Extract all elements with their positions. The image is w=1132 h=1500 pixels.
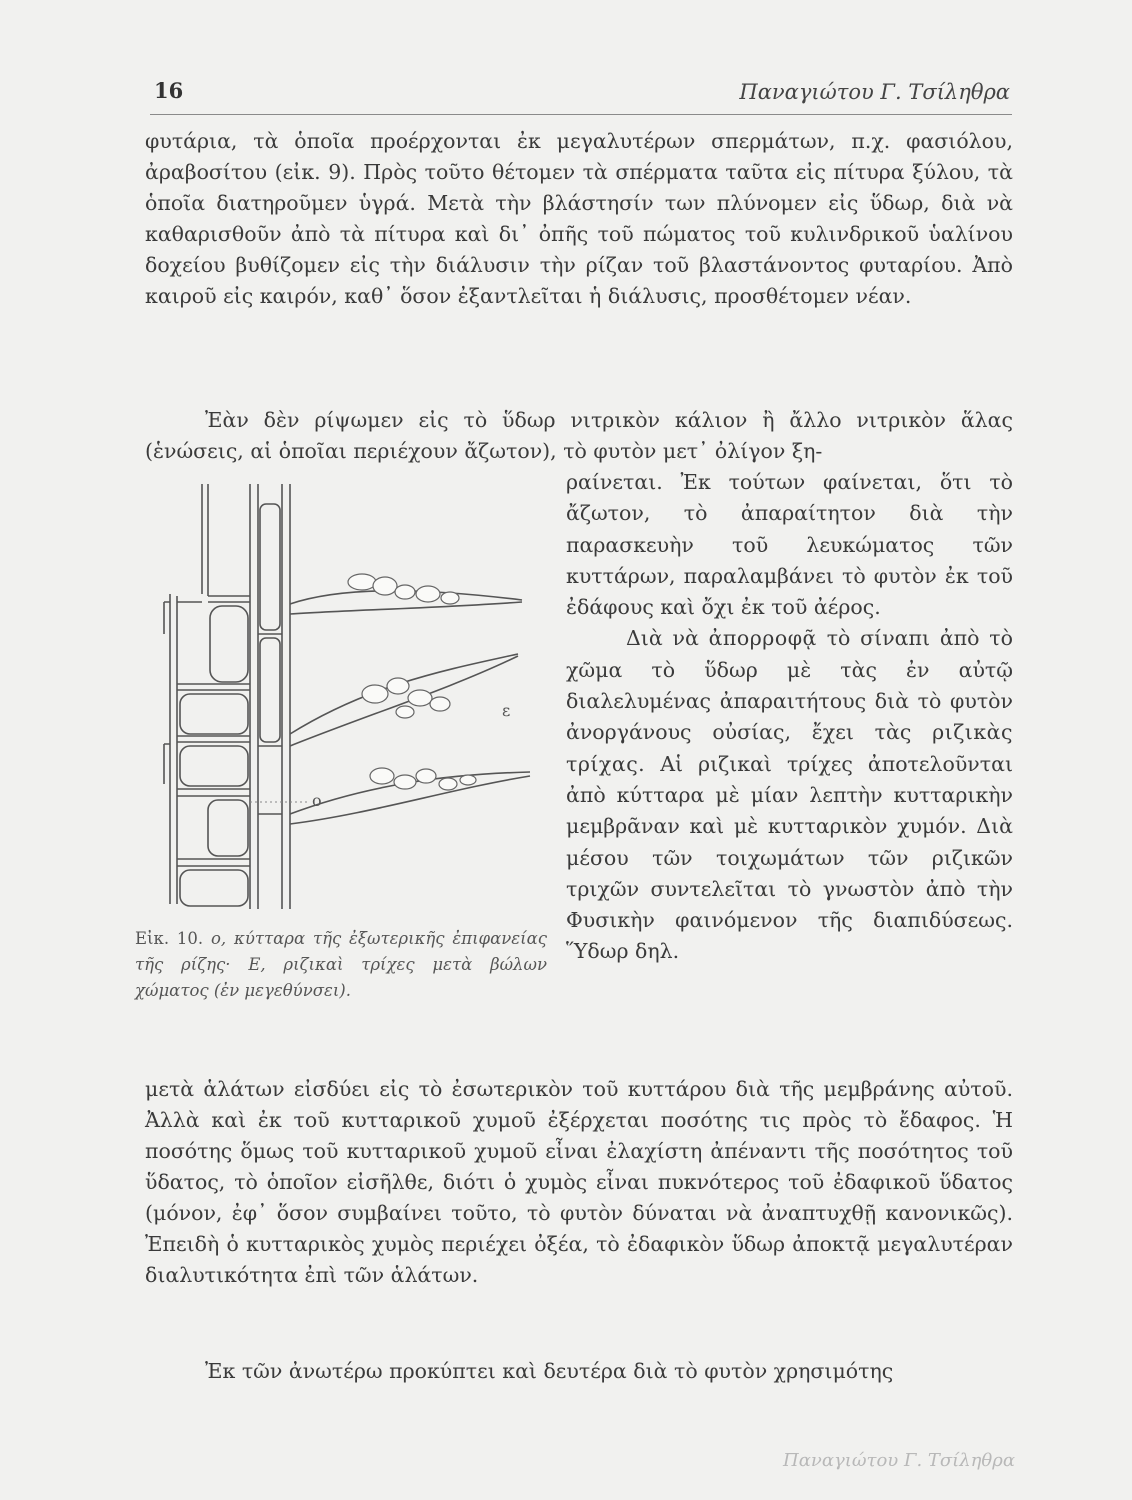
right-column-para-2	[566, 623, 1013, 967]
paragraph-1-text: φυτάρια, τὰ ὁποῖα προέρχονται ἐκ μεγαλυτέρων σπερμάτων, π.χ. φασιόλου, ἀραβοσίτου (εἰκ. 9). Πρὸς τοῦτο θέτομεν τὰ σπέρματα ταῦτα εἰς πίτυρα ξύλου, τὰ ὁποῖα διατηροῦμεν ὑγρά. Μετὰ τὴν βλάστησίν των πλύνομεν εἰς ὕδωρ, διὰ νὰ καθαρισθοῦν ἀπὸ τὰ πίτυρα καὶ δι᾽ ὀπῆς τοῦ πώματος τοῦ κυλινδρικοῦ ὑαλίνου δοχείου βυθίζομεν εἰς τὴν διάλυσιν τὴν ρίζαν τοῦ βλαστάνοντος φυταρίου. Ἀπὸ καιροῦ εἰς καιρόν, καθ᾽ ὅσον ἐξαντλεῖται ἡ διάλυσις, προσθέτομεν νέαν.	[145, 129, 1013, 308]
emphasis-root-hairs: ριζικὰς τρίχας.	[566, 720, 1013, 776]
paragraph-2	[145, 405, 1013, 467]
footer-stamp: Παναγιώτου Γ. Τσίληθρα	[783, 1450, 1015, 1471]
page-number: 16	[154, 78, 184, 103]
paragraph-4-text: Ἐκ τῶν ἀνωτέρω προκύπτει καὶ δευτέρα διὰ τὸ φυτὸν χρησιμότης	[205, 1359, 894, 1383]
paragraph-3-text: μετὰ ἁλάτων εἰσδύει εἰς τὸ ἐσωτερικὸν τοῦ κυττάρου διὰ τῆς μεμβράνης αὐτοῦ. Ἀλλὰ καὶ ἐκ τοῦ κυτταρικοῦ χυμοῦ ἐξέρχεται ποσότης τις πρὸς τὸ ἔδαφος. Ἡ ποσότης ὅμως τοῦ κυτταρικοῦ χυμοῦ εἶναι ἐλαχίστη ἀπέναντι τῆς ποσότητος τοῦ ὕδατος, τὸ ὁποῖον εἰσῆλθε, διότι ὁ χυμὸς εἶναι πυκνότερος τοῦ ἐδαφικοῦ ὕδατος (μόνον, ἐφ᾽ ὅσον συμβαίνει τοῦτο, τὸ φυτὸν δύναται νὰ ἀναπτυχθῇ κανονικῶς). Ἐπειδὴ ὁ κυτταρικὸς χυμὸς περιέχει ὀξέα, τὸ ἐδαφικὸν ὕδωρ ἀποκτᾷ μεγαλυτέραν διαλυτικότητα ἐπὶ τῶν ἁλάτων.	[145, 1077, 1013, 1287]
text-run: Διὰ νὰ	[626, 626, 699, 651]
running-head	[150, 76, 1012, 115]
text-run: τὸ σίναπι ἀπὸ τὸ χῶμα τὸ ὕδωρ μὲ τὰς ἐν αὐτῷ διαλελυμένας ἀπαραιτήτους διὰ τὸ φυτὸν ἀνοργάνους οὐσίας, ἔχει τὰς	[566, 626, 1013, 745]
paragraph-4	[145, 1356, 1013, 1387]
caption-figure-number: Εἰκ. 10.	[135, 929, 204, 948]
root-hairs-illustration	[150, 484, 540, 914]
caption-text: ο, κύτταρα τῆς ἐξωτερικῆς ἐπιφανείας τῆς ρίζης· Ε, ριζικαὶ τρίχες μετὰ βώλων χώματος (ἐν μεγεθύνσει).	[135, 929, 547, 1000]
header-author: Παναγιώτου Γ. Τσίληθρα	[739, 80, 1010, 104]
right-column-para-1: ραίνεται. Ἐκ τούτων φαίνεται, ὅτι τὸ ἄζωτον, τὸ ἀπαραίτητον διὰ τὴν παρασκευὴν τοῦ λευκώματος τῶν κυττάρων, παραλαμβάνει τὸ φυτὸν ἐκ τοῦ ἐδάφους καὶ ὄχι ἐκ τοῦ ἀέρος.	[566, 470, 1013, 620]
figure-label-o: o	[312, 791, 322, 810]
root-hair-figure	[150, 484, 540, 914]
emphasis-absorbs: ἀπορροφᾷ	[708, 626, 817, 651]
text-run: Αἱ ριζικαὶ τρίχες ἀποτελοῦνται ἀπὸ κύτταρα μὲ μίαν λεπτὴν κυτταρικὴν μεμβρᾶναν καὶ μὲ κυτταρικὸν χυμόν. Διὰ μέσου τῶν τοιχωμάτων τῶν ριζικῶν τριχῶν συντελεῖται τὸ γνωστὸν ἀπὸ τὴν Φυσικὴν φαινόμενον τῆς διαπιδύσεως. Ὕδωρ δηλ.	[566, 751, 1013, 964]
figure-caption	[135, 926, 547, 1004]
paragraph-1	[145, 126, 1013, 312]
figure-label-e: ε	[502, 701, 511, 720]
right-column	[566, 467, 1013, 968]
paragraph-3	[145, 1074, 1013, 1291]
paragraph-2-text: Ἐὰν δὲν ρίψωμεν εἰς τὸ ὕδωρ νιτρικὸν κάλιον ἢ ἄλλο νιτρικὸν ἅλας (ἑνώσεις, αἱ ὁποῖαι περιέχουν ἄζωτον), τὸ φυτὸν μετ᾽ ὀλίγον ξη-	[145, 408, 1013, 463]
